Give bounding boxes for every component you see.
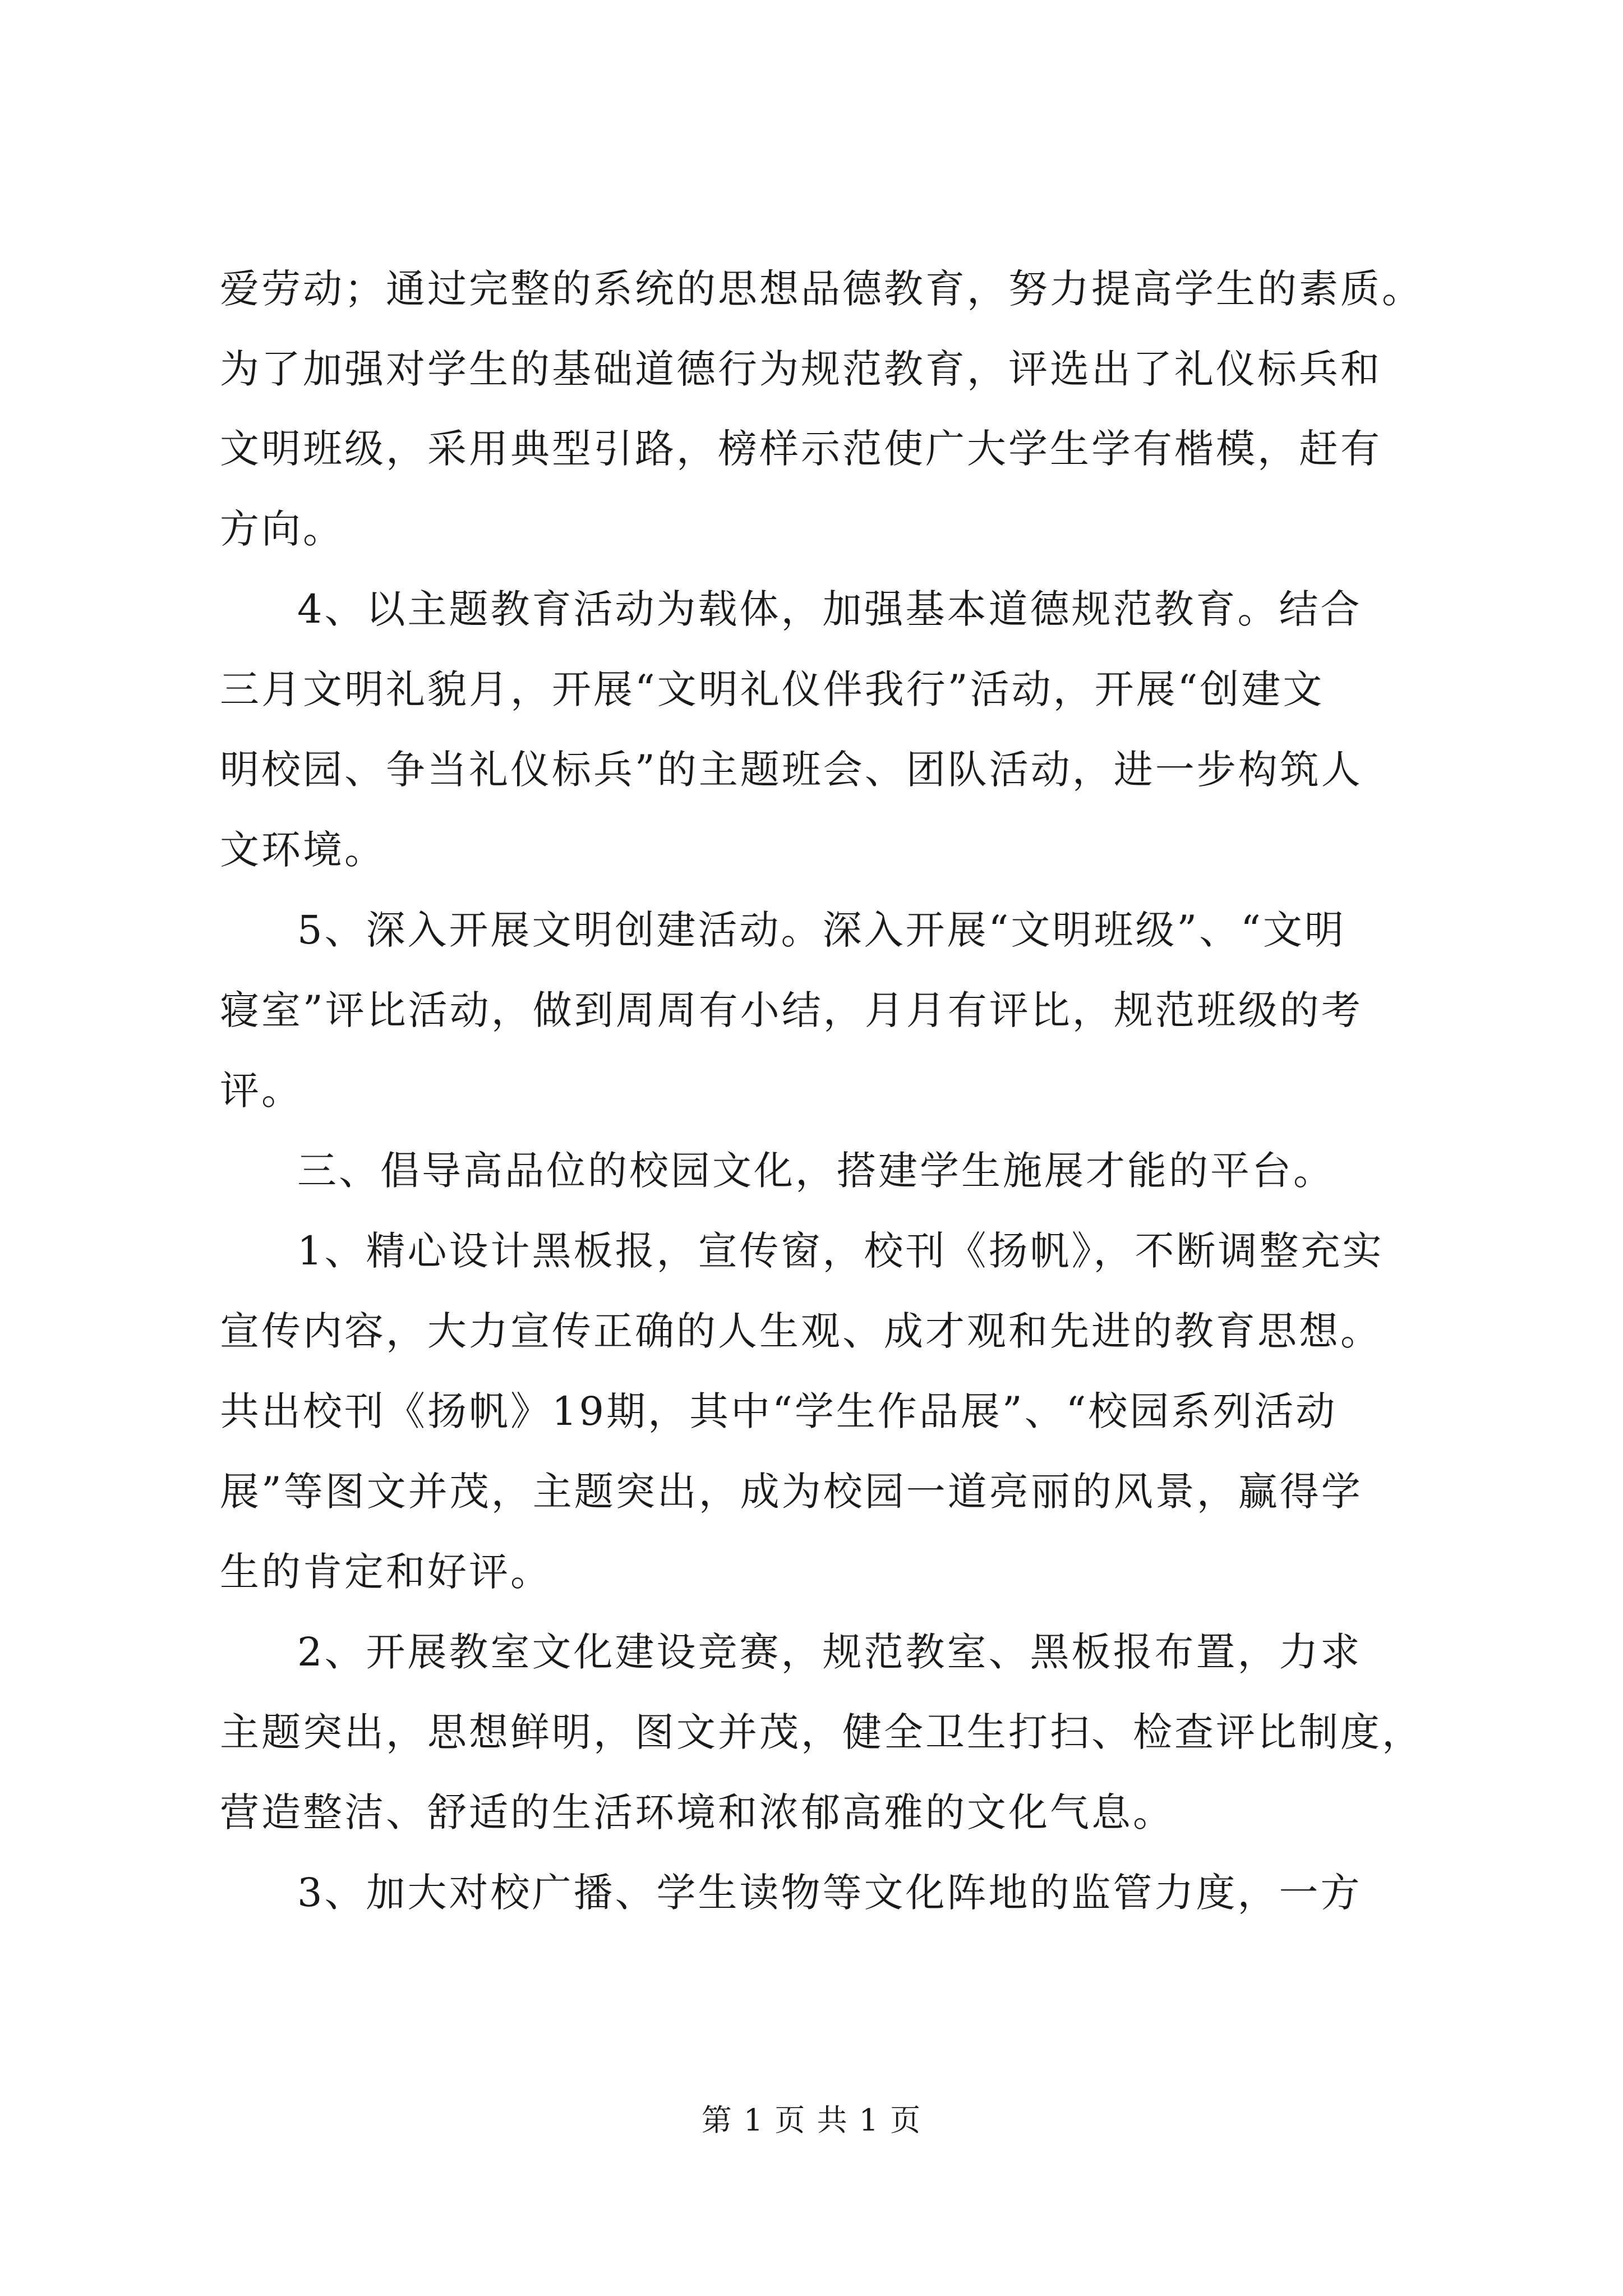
body-text-line: 三月文明礼貌月，开展“文明礼仪伴我行”活动，开展“创建文 [220, 666, 1325, 712]
body-text-line: 爱劳动；通过完整的系统的思想品德教育，努力提高学生的素质。 [220, 266, 1423, 312]
body-text-line: 展”等图文并茂，主题突出，成为校园一道亮丽的风景，赢得学 [220, 1469, 1363, 1515]
body-text-line: 生的肯定和好评。 [220, 1549, 552, 1595]
body-text-line: 明校园、争当礼仪标兵”的主题班会、团队活动，进一步构筑人 [220, 747, 1363, 793]
paragraph-start-line: 5、深入开展文明创建活动。深入开展“文明班级”、“文明 [297, 907, 1346, 953]
paragraph-start-line: 2、开展教室文化建设竞赛，规范教室、黑板报布置，力求 [297, 1629, 1362, 1675]
paragraph-start-line: 1、精心设计黑板报，宣传窗，校刊《扬帆》，不断调整充实 [297, 1228, 1384, 1274]
body-text-line: 共出校刊《扬帆》19期，其中“学生作品展”、“校园系列活动 [220, 1388, 1338, 1434]
body-text-line: 为了加强对学生的基础道德行为规范教育，评选出了礼仪标兵和 [220, 346, 1382, 392]
body-text-line: 文环境。 [220, 827, 386, 873]
page-footer: 第 1 页 共 1 页 [701, 2102, 922, 2138]
paragraph-start-line: 4、以主题教育活动为载体，加强基本道德规范教育。结合 [297, 586, 1362, 632]
paragraph-start-line: 3、加大对校广播、学生读物等文化阵地的监管力度，一方 [297, 1870, 1362, 1916]
body-text-line: 方向。 [220, 506, 344, 552]
body-text-line: 文明班级，采用典型引路，榜样示范使广大学生学有楷模，赶有 [220, 426, 1382, 472]
section-heading: 三、倡导高品位的校园文化，搭建学生施展才能的平台。 [297, 1148, 1335, 1194]
body-text-line: 宣传内容，大力宣传正确的人生观、成才观和先进的教育思想。 [220, 1308, 1382, 1354]
body-text-line: 营造整洁、舒适的生活环境和浓郁高雅的文化气息。 [220, 1789, 1174, 1835]
body-text-line: 寝室”评比活动，做到周周有小结，月月有评比，规范班级的考 [220, 987, 1363, 1033]
body-text-line: 评。 [220, 1068, 303, 1114]
body-text-line: 主题突出，思想鲜明，图文并茂，健全卫生打扫、检查评比制度， [220, 1709, 1423, 1755]
